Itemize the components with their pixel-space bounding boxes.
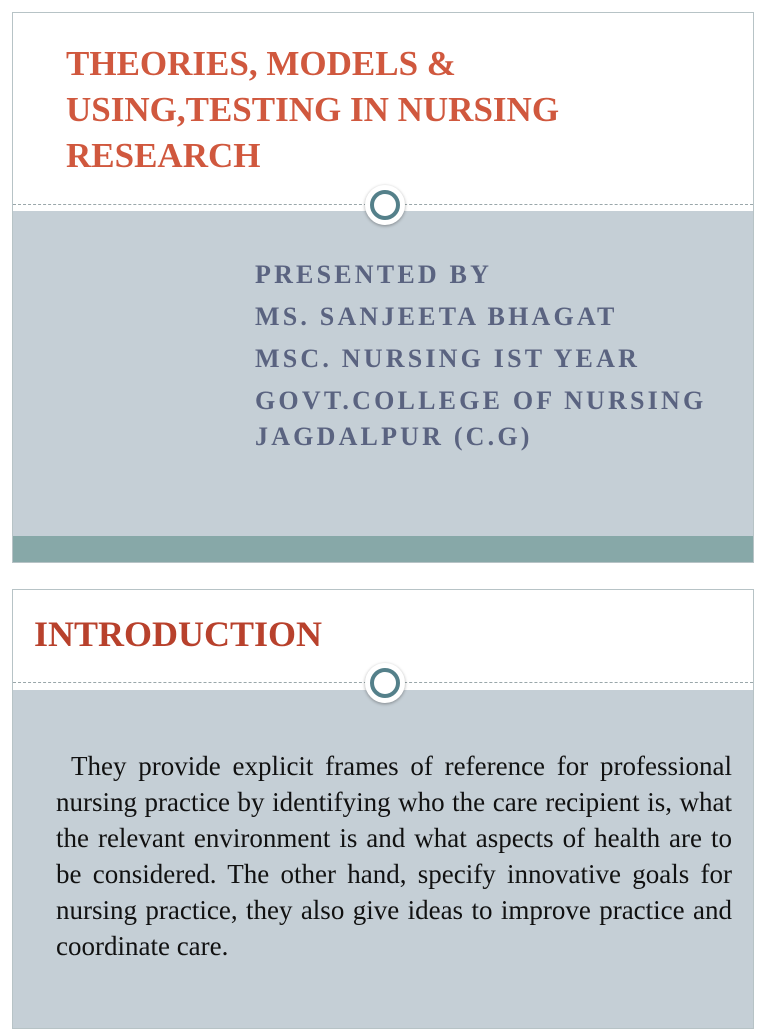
slide-title: THEORIES, MODELS & USING,TESTING IN NURSING RESEARCH xyxy=(66,44,560,175)
title-area xyxy=(13,13,753,204)
introduction-text: They provide explicit frames of reference for professional nursing practice by identifying who the care recipient is, what the relevant environment is and what aspects of health are to be considered. The other hand, specify innovative goals for nursing practice, they also give ideas to improve practice and coordinate care. xyxy=(56,751,732,961)
ring-divider-icon xyxy=(365,185,405,225)
presenter-name: MS. SANJEETA BHAGAT xyxy=(255,302,618,331)
title-slide xyxy=(12,12,754,563)
ring-divider-icon xyxy=(365,663,405,703)
presenter-heading: PRESENTED BY xyxy=(255,260,493,289)
presenter-info xyxy=(255,257,735,455)
presenter-course: MSC. NURSING IST YEAR xyxy=(255,344,641,373)
introduction-slide xyxy=(12,589,754,1029)
presenter-institution: GOVT.COLLEGE OF NURSING JAGDALPUR (C.G) xyxy=(255,386,707,451)
slide-title: INTRODUCTION xyxy=(34,614,323,654)
footer-band xyxy=(13,536,753,562)
